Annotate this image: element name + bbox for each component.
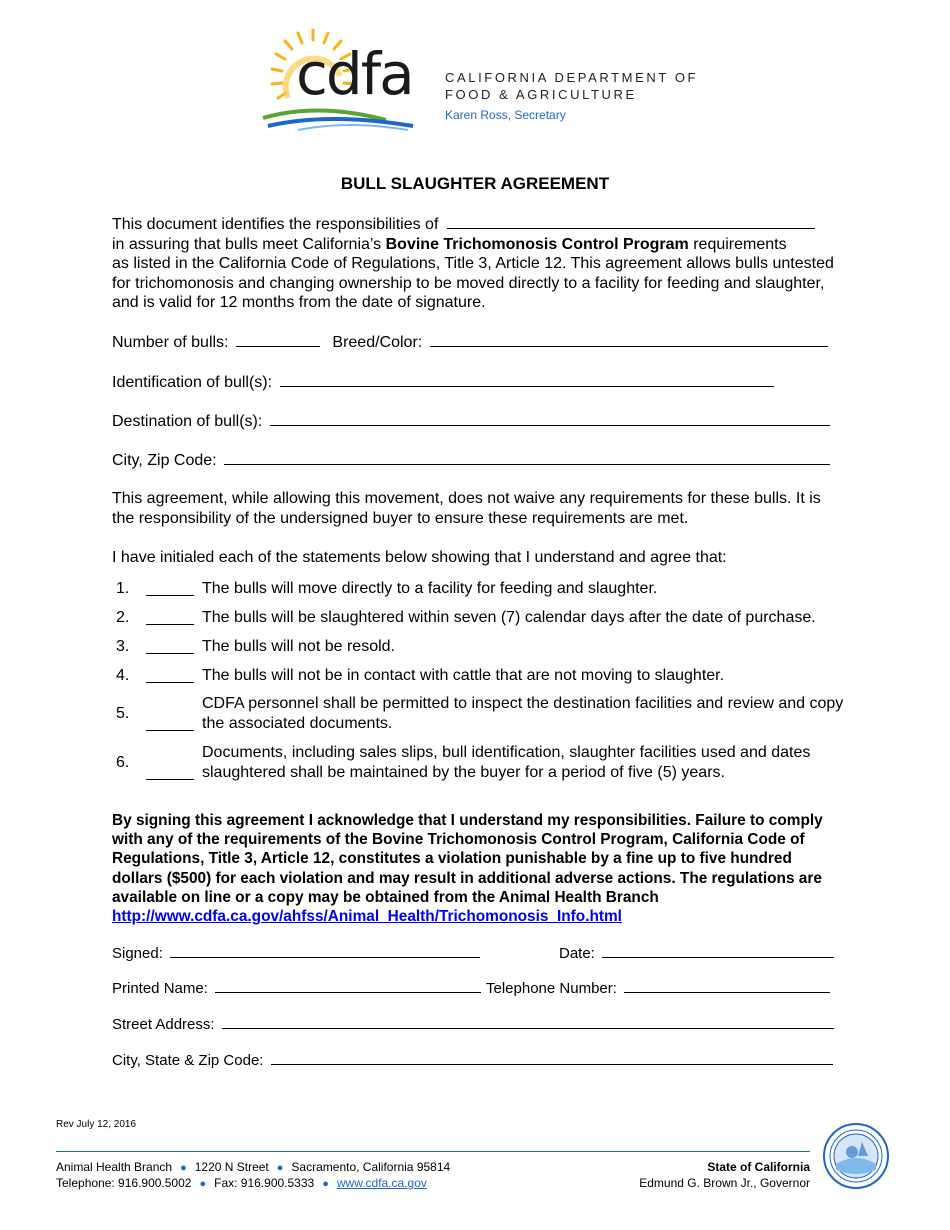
statement-number: 2. bbox=[116, 609, 130, 626]
statement-number: 5. bbox=[116, 705, 130, 722]
bullet-icon: ● bbox=[276, 1162, 284, 1174]
date-field[interactable] bbox=[602, 943, 834, 958]
statement-number: 4. bbox=[116, 667, 130, 684]
statement-text: The bulls will not be resold. bbox=[202, 638, 395, 655]
signature-field[interactable] bbox=[170, 943, 480, 958]
breed-color-label: Breed/Color: bbox=[332, 334, 423, 351]
number-of-bulls-label: Number of bulls: bbox=[112, 334, 229, 351]
initial-field[interactable] bbox=[146, 581, 194, 596]
identification-field[interactable] bbox=[280, 372, 774, 387]
footer-city: Sacramento, California 95814 bbox=[291, 1160, 451, 1174]
telephone-field[interactable] bbox=[624, 978, 830, 993]
footer-contact-line bbox=[56, 1176, 427, 1190]
telephone-row bbox=[486, 978, 830, 997]
secretary-name: Karen Ross, Secretary bbox=[445, 108, 566, 122]
initial-field[interactable] bbox=[146, 668, 194, 683]
state-seal-icon bbox=[822, 1122, 890, 1190]
breed-color-field[interactable] bbox=[430, 332, 828, 347]
city-state-zip-label: City, State & Zip Code: bbox=[112, 1052, 264, 1069]
department-name-line1: CALIFORNIA DEPARTMENT OF bbox=[445, 70, 699, 85]
footer-address-line bbox=[56, 1160, 450, 1174]
city-zip-field[interactable] bbox=[224, 450, 830, 465]
statement-text: CDFA personnel shall be permitted to inspect the destination facilities and review and copy the associated documents. bbox=[202, 695, 844, 732]
logo-wordmark: cdfa bbox=[296, 40, 413, 108]
printed-name-row bbox=[112, 978, 481, 997]
footer-governor: Edmund G. Brown Jr., Governor bbox=[639, 1176, 810, 1190]
statement-number: 6. bbox=[116, 754, 130, 771]
signed-row bbox=[112, 943, 480, 962]
initial-field[interactable] bbox=[146, 639, 194, 654]
signed-label: Signed: bbox=[112, 945, 163, 962]
footer-street: 1220 N Street bbox=[194, 1160, 269, 1174]
intro-rest: as listed in the California Code of Regulations, Title 3, Article 12. This agreement allows bulls untested for trichomonosis and changing ownership to be moved directly to a facility for feeding and slaughter, and is valid for 12 months from the date of signature. bbox=[112, 255, 834, 311]
printed-name-field[interactable] bbox=[215, 978, 481, 993]
footer-fax: Fax: 916.900.5333 bbox=[214, 1176, 315, 1190]
telephone-label: Telephone Number: bbox=[486, 980, 617, 997]
street-address-label: Street Address: bbox=[112, 1016, 215, 1033]
intro-line2-post: requirements bbox=[688, 235, 787, 253]
bulls-count-row bbox=[112, 332, 828, 352]
statement-text: The bulls will not be in contact with cattle that are not moving to slaughter. bbox=[202, 667, 725, 684]
destination-label: Destination of bull(s): bbox=[112, 413, 263, 430]
bullet-icon: ● bbox=[199, 1178, 207, 1190]
date-row bbox=[559, 943, 834, 962]
bullet-icon: ● bbox=[322, 1178, 329, 1190]
trichomonosis-info-link[interactable]: http://www.cdfa.ca.gov/ahfss/Animal_Health/Trichomonosis_Info.html bbox=[112, 908, 622, 926]
bullet-icon: ● bbox=[180, 1162, 187, 1174]
street-address-field[interactable] bbox=[222, 1014, 834, 1029]
initial-field[interactable] bbox=[146, 765, 194, 780]
initials-intro: I have initialed each of the statements below showing that I understand and agree that: bbox=[112, 549, 727, 566]
footer-state: State of California bbox=[707, 1160, 810, 1174]
identification-label: Identification of bull(s): bbox=[112, 374, 273, 391]
revision-date: Rev July 12, 2016 bbox=[56, 1119, 137, 1130]
destination-row bbox=[112, 411, 830, 431]
statement-number: 3. bbox=[116, 638, 130, 655]
intro-paragraph bbox=[112, 214, 842, 313]
statement-text: The bulls will move directly to a facility for feeding and slaughter. bbox=[202, 580, 658, 597]
city-zip-label: City, Zip Code: bbox=[112, 452, 217, 469]
statement-number: 1. bbox=[116, 580, 130, 597]
number-of-bulls-field[interactable] bbox=[236, 332, 320, 347]
destination-field[interactable] bbox=[270, 411, 830, 426]
printed-name-label: Printed Name: bbox=[112, 980, 208, 997]
acknowledgement-text: By signing this agreement I acknowledge that I understand my responsibilities. Failure to comply with any of the requirements of the Bovine Trichomonosis Control Program, California Code of Regulations, Title 3, Article 12, constitutes a violation punishable by a fine up to five hundred dollars ($500) for each violation and may result in additional adverse actions. The regulations are available on line or a copy may be obtained from the Animal Health Branch bbox=[112, 812, 823, 906]
initial-field[interactable] bbox=[146, 716, 194, 731]
footer-divider bbox=[56, 1151, 810, 1152]
footer-telephone: Telephone: 916.900.5002 bbox=[56, 1176, 192, 1190]
identification-row bbox=[112, 372, 774, 392]
footer-branch: Animal Health Branch bbox=[56, 1160, 173, 1174]
date-label: Date: bbox=[559, 945, 595, 962]
city-zip-row bbox=[112, 450, 830, 470]
intro-line2-pre: in assuring that bulls meet California’s bbox=[112, 235, 386, 253]
statement-text: The bulls will be slaughtered within seven (7) calendar days after the date of purchase. bbox=[202, 609, 816, 626]
city-state-zip-row bbox=[112, 1050, 833, 1069]
responsible-party-field[interactable] bbox=[447, 214, 815, 229]
page-title: BULL SLAUGHTER AGREEMENT bbox=[340, 174, 610, 193]
statement-text: Documents, including sales slips, bull identification, slaughter facilities used and dates slaughtered shall be maintained by the buyer for a period of five (5) years. bbox=[202, 744, 811, 781]
initial-field[interactable] bbox=[146, 610, 194, 625]
department-name-line2: FOOD & AGRICULTURE bbox=[445, 87, 637, 102]
acknowledgement-paragraph bbox=[112, 811, 842, 926]
city-state-zip-field[interactable] bbox=[271, 1050, 833, 1065]
intro-line1: This document identifies the responsibilities of bbox=[112, 216, 439, 233]
website-link[interactable]: www.cdfa.ca.gov bbox=[336, 1176, 427, 1190]
program-name: Bovine Trichomonosis Control Program bbox=[385, 235, 689, 253]
waiver-paragraph: This agreement, while allowing this movement, does not waive any requirements for these bulls. It is the responsibility of the undersigned buyer to ensure these requirements are met. bbox=[112, 490, 821, 527]
street-address-row bbox=[112, 1014, 834, 1033]
